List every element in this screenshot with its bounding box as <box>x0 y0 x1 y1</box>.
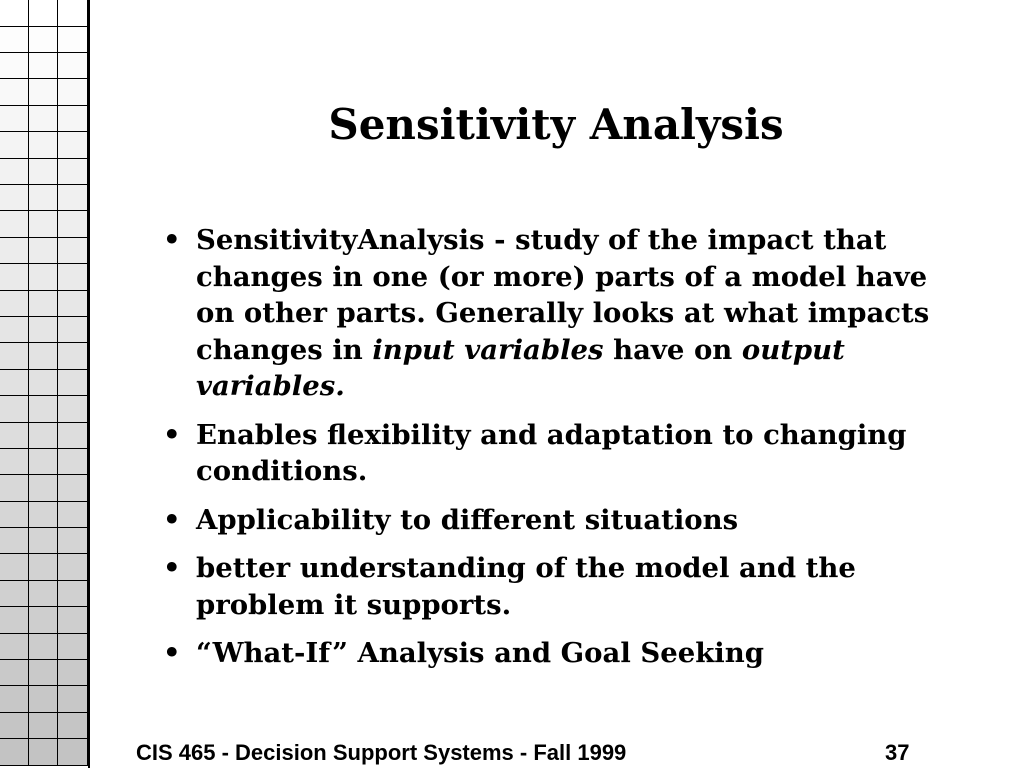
grid-cell <box>28 290 59 318</box>
grid-cell <box>0 685 30 713</box>
grid-cell <box>57 448 88 476</box>
grid-cell <box>0 422 30 450</box>
bullet-text-segment: SensitivityAnalysis - study of the impact that changes in one (or more) parts of a model have on other parts. Generally looks at what impacts changes in <box>196 224 930 366</box>
decorative-grid-strip <box>0 0 90 768</box>
grid-cell <box>28 633 59 661</box>
grid-cell <box>0 131 30 159</box>
grid-cell <box>57 78 88 106</box>
grid-cell <box>28 105 59 133</box>
grid-cell <box>28 395 59 423</box>
grid-cell <box>57 422 88 450</box>
grid-cell <box>28 184 59 212</box>
grid-cell <box>57 712 88 740</box>
grid-cell <box>28 131 59 159</box>
grid-cell <box>57 26 88 54</box>
grid-cell <box>0 606 30 634</box>
grid-cell <box>0 580 30 608</box>
grid-cell <box>57 685 88 713</box>
bullet-text-segment: have on <box>603 333 742 366</box>
grid-cell <box>0 633 30 661</box>
grid-cell <box>28 210 59 238</box>
grid-cell <box>0 0 30 27</box>
bullet-icon: • <box>163 552 181 584</box>
bullet-item <box>163 222 953 405</box>
grid-cell <box>28 52 59 80</box>
grid-cell <box>0 316 30 344</box>
bullet-icon: • <box>163 503 181 536</box>
grid-cell <box>0 527 30 555</box>
grid-cell <box>0 290 30 318</box>
grid-cell <box>0 474 30 502</box>
grid-cell <box>28 263 59 291</box>
grid-cell <box>28 712 59 740</box>
grid-cell <box>28 78 59 106</box>
grid-cell <box>28 448 59 476</box>
bullet-icon: • <box>163 637 181 669</box>
grid-cell <box>57 369 88 397</box>
grid-cell <box>0 369 30 397</box>
grid-cell <box>0 659 30 687</box>
slide-title: Sensitivity Analysis <box>328 100 784 149</box>
grid-cell <box>28 474 59 502</box>
grid-cell <box>0 210 30 238</box>
grid-cell <box>0 738 30 766</box>
grid-cell <box>57 316 88 344</box>
grid-cell <box>57 633 88 661</box>
grid-cell <box>28 0 59 27</box>
grid-cell <box>0 237 30 265</box>
bullet-text-italic: output variables. <box>196 333 845 402</box>
bullet-item <box>163 417 953 490</box>
grid-cell <box>28 527 59 555</box>
slide-footer: CIS 465 - Decision Support Systems - Fall 1999 <box>136 740 627 765</box>
grid-cell <box>28 553 59 581</box>
grid-cell <box>57 52 88 80</box>
bullet-list <box>163 222 953 684</box>
bullet-text: Applicability to different situations <box>196 503 739 536</box>
grid-cell <box>57 395 88 423</box>
grid-cell <box>28 659 59 687</box>
bullet-item <box>163 635 953 672</box>
grid-cell <box>28 342 59 370</box>
page-number: 37 <box>885 740 910 765</box>
grid-cell <box>28 158 59 186</box>
grid-cell <box>28 316 59 344</box>
grid-cell <box>57 158 88 186</box>
grid-cell <box>28 738 59 766</box>
bullet-text: Enables flexibility and adaptation to changing conditions. <box>196 418 907 487</box>
grid-cell <box>0 158 30 186</box>
grid-cell <box>28 26 59 54</box>
bullet-text-italic: input variables <box>372 333 604 366</box>
grid-cell <box>57 474 88 502</box>
grid-cell <box>57 606 88 634</box>
grid-cell <box>57 527 88 555</box>
grid-cell <box>0 105 30 133</box>
grid-cell <box>0 184 30 212</box>
grid-cell <box>0 78 30 106</box>
grid-cell <box>0 553 30 581</box>
grid-cell <box>57 0 88 27</box>
grid-cell <box>0 448 30 476</box>
grid-cell <box>0 501 30 529</box>
grid-cell <box>57 738 88 766</box>
grid-cell <box>57 131 88 159</box>
grid-cell <box>0 52 30 80</box>
grid-cell <box>28 580 59 608</box>
grid-cell <box>57 659 88 687</box>
grid-cell <box>57 263 88 291</box>
grid-cell <box>0 263 30 291</box>
bullet-icon: • <box>163 224 181 256</box>
grid-cell <box>0 342 30 370</box>
grid-cell <box>57 237 88 265</box>
grid-cell <box>57 290 88 318</box>
grid-cell <box>28 422 59 450</box>
grid-cell <box>57 210 88 238</box>
grid-cell <box>28 501 59 529</box>
bullet-text: “What-If” Analysis and Goal Seeking <box>196 637 764 669</box>
grid-cell <box>57 342 88 370</box>
grid-cell <box>57 580 88 608</box>
grid-cell <box>0 26 30 54</box>
grid-cell <box>28 685 59 713</box>
grid-cell <box>57 553 88 581</box>
grid-cell <box>28 606 59 634</box>
grid-cell <box>28 369 59 397</box>
bullet-text: better understanding of the model and the problem it supports. <box>196 552 856 621</box>
grid-cell <box>0 395 30 423</box>
grid-cell <box>28 237 59 265</box>
bullet-icon: • <box>163 418 181 451</box>
grid-cell <box>57 184 88 212</box>
grid-cell <box>57 501 88 529</box>
grid-cell <box>57 105 88 133</box>
bullet-item <box>163 502 953 539</box>
bullet-item <box>163 550 953 623</box>
grid-cell <box>0 712 30 740</box>
